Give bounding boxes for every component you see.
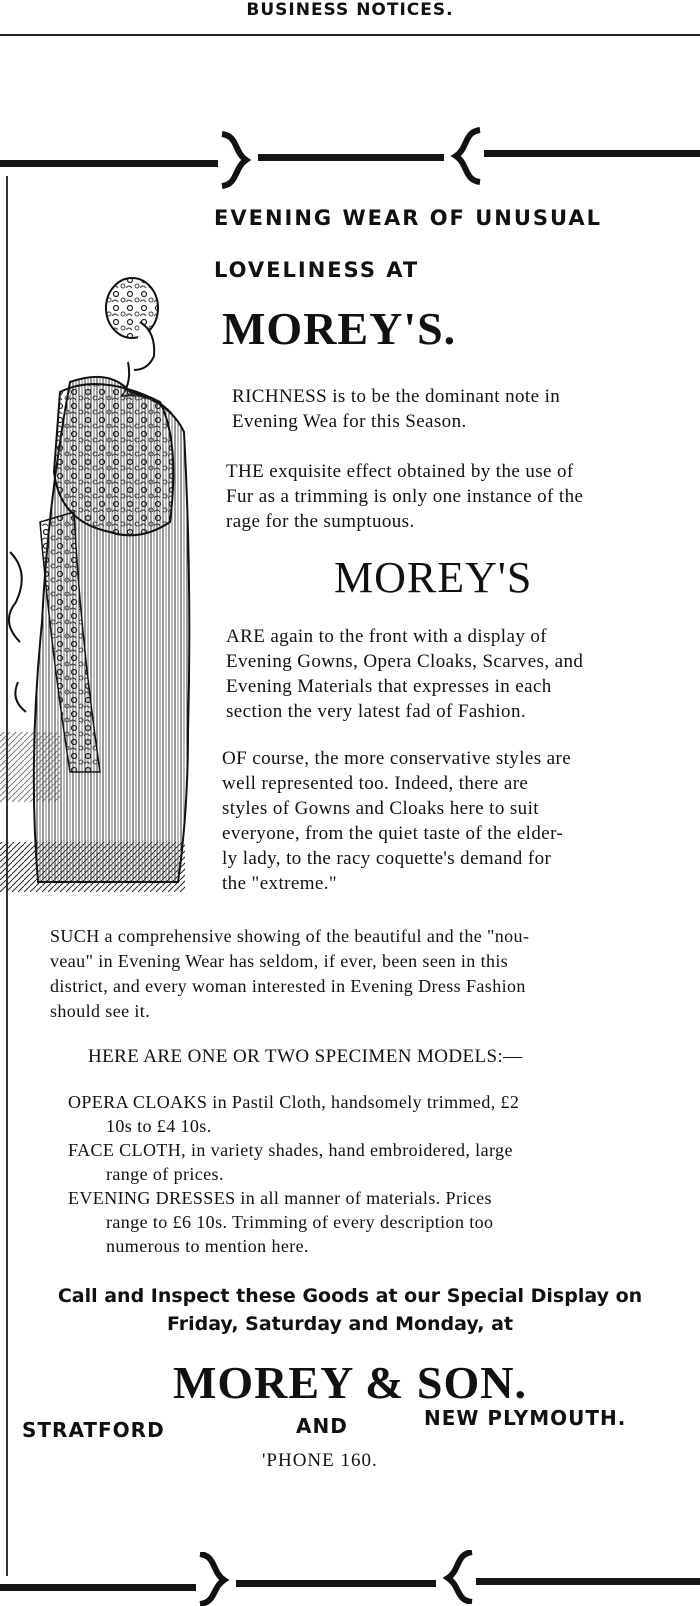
text-line: ARE again to the front with a display of: [226, 626, 547, 647]
header-rule: [0, 34, 700, 36]
intro-paragraph-1: [232, 384, 560, 434]
text-line: the "extreme.": [222, 873, 338, 894]
cta-line1: Call and Inspect these Goods at our Special Display on: [57, 1285, 643, 1307]
town-new-plymouth: NEW PLYMOUTH.: [424, 1406, 627, 1430]
woman-in-evening-gown-illustration: [0, 262, 200, 902]
text-line: veau" in Evening Wear has seldom, if ever, been seen in this: [50, 951, 509, 971]
model-item-face-cloth: [68, 1138, 519, 1186]
right-brace-ornament-icon: [194, 1552, 234, 1606]
text-line: Evening Gowns, Opera Cloaks, Scarves, and: [226, 651, 584, 672]
brand-title: MOREY'S.: [222, 303, 457, 354]
text-line: Evening Materials that expresses in each: [226, 676, 552, 697]
body-paragraph-2: [222, 746, 571, 896]
brand-subhead: MOREY'S: [334, 553, 533, 602]
text-line: district, and every woman interested in Evening Dress Fashion: [50, 976, 526, 996]
models-heading: HERE ARE ONE OR TWO SPECIMEN MODELS:—: [88, 1046, 523, 1067]
town-stratford: STRATFORD: [22, 1418, 165, 1442]
text-line: section the very latest fad of Fashion.: [226, 701, 526, 722]
text-line: SUCH a comprehensive showing of the beautiful and the "nou-: [50, 926, 530, 946]
text-line: RICHNESS is to be the dominant note in: [232, 386, 561, 407]
text-line: styles of Gowns and Cloaks here to suit: [222, 798, 539, 819]
headline-line2: LOVELINESS AT: [214, 258, 420, 282]
text-line: range to £6 10s. Trimming of every description too: [106, 1212, 494, 1232]
text-line: rage for the sumptuous.: [226, 511, 415, 532]
call-to-action: [0, 1282, 700, 1338]
text-line: should see it.: [50, 1001, 151, 1021]
section-title: BUSINESS NOTICES.: [246, 0, 454, 20]
headline-line1: EVENING WEAR OF UNUSUAL: [214, 206, 603, 230]
text-line: 10s to £4 10s.: [106, 1116, 212, 1136]
text-line: OPERA CLOAKS in Pastil Cloth, handsomely trimmed, £2: [68, 1092, 520, 1112]
phone-number: 'PHONE 160.: [262, 1450, 378, 1471]
and-connector: AND: [296, 1414, 348, 1438]
text-line: well represented too. Indeed, there are: [222, 773, 529, 794]
text-line: EVENING DRESSES in all manner of materials. Prices: [68, 1188, 492, 1208]
body-paragraph-1: [226, 624, 583, 724]
model-item-evening-dresses: [68, 1186, 519, 1258]
right-brace-ornament-icon: [216, 130, 256, 190]
model-item-opera-cloaks: [68, 1090, 519, 1138]
text-line: range of prices.: [106, 1164, 224, 1184]
cta-line2: Friday, Saturday and Monday, at: [166, 1313, 514, 1335]
text-line: Evening Wea for this Season.: [232, 411, 467, 432]
models-list: [68, 1090, 519, 1258]
left-brace-ornament-icon: [446, 126, 486, 186]
wide-paragraph: [50, 924, 529, 1024]
firm-name: MOREY & SON.: [172, 1357, 527, 1408]
intro-paragraph-2: [226, 459, 583, 534]
text-line: ly lady, to the racy coquette's demand for: [222, 848, 552, 869]
text-line: THE exquisite effect obtained by the use of: [226, 461, 574, 482]
text-line: everyone, from the quiet taste of the elder-: [222, 823, 564, 844]
text-line: FACE CLOTH, in variety shades, hand embroidered, large: [68, 1140, 513, 1160]
text-line: OF course, the more conservative styles are: [222, 748, 572, 769]
text-line: Fur as a trimming is only one instance of the: [226, 486, 584, 507]
left-brace-ornament-icon: [438, 1550, 478, 1604]
text-line: numerous to mention here.: [106, 1236, 309, 1256]
